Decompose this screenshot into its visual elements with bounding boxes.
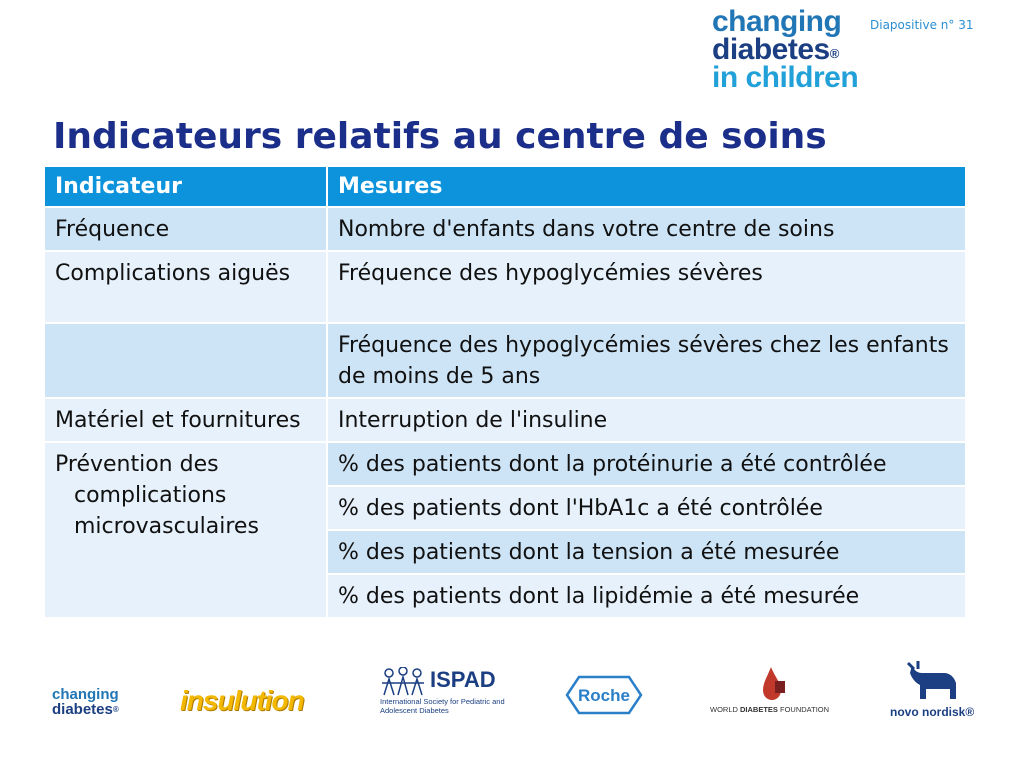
measure-cell: % des patients dont la lipidémie a été mesurée	[327, 574, 966, 617]
ispad-figures-icon	[380, 667, 426, 697]
column-header-measures: Mesures	[327, 167, 966, 207]
brand-line-2: diabetes®	[712, 33, 839, 66]
page-title: Indicateurs relatifs au centre de soins	[53, 116, 827, 157]
indicator-cell: Complications aiguës	[45, 251, 327, 323]
svg-text:Roche: Roche	[578, 686, 630, 705]
brand-line-3: in children	[712, 61, 859, 94]
table-row	[45, 251, 966, 323]
ispad-logo: ISPAD International Society for Pediatric and Adolescent Diabetes	[380, 667, 505, 715]
measure-cell: Fréquence des hypoglycémies sévères	[327, 251, 966, 323]
indicator-cell: Matériel et fournitures	[45, 398, 327, 442]
changing-diabetes-small-logo: changing diabetes®	[52, 686, 119, 718]
indicator-table	[45, 167, 967, 617]
world-diabetes-foundation-logo: WORLD DIABETES FOUNDATION	[710, 663, 840, 723]
partner-logos	[0, 655, 1024, 735]
measure-cell: % des patients dont l'HbA1c a été contrôlée	[327, 486, 966, 530]
indicator-cell: Fréquence	[45, 207, 327, 251]
roche-logo	[565, 675, 643, 719]
indicator-cell	[45, 323, 327, 398]
measure-cell: Interruption de l'insuline	[327, 398, 966, 442]
table-row	[45, 323, 966, 398]
column-header-indicator: Indicateur	[45, 167, 327, 207]
slide-number: Diapositive n° 31	[870, 18, 974, 32]
table-row	[45, 207, 966, 251]
measure-cell: % des patients dont la protéinurie a été contrôlée	[327, 442, 966, 486]
brand-line-1: changing	[712, 5, 842, 38]
drop-icon	[755, 663, 795, 703]
insulution-logo: insulution	[180, 685, 304, 716]
table-row	[45, 442, 966, 486]
measure-cell: % des patients dont la tension a été mesurée	[327, 530, 966, 574]
measure-cell: Nombre d'enfants dans votre centre de soins	[327, 207, 966, 251]
table-row	[45, 398, 966, 442]
indicator-cell: Prévention des complications microvasculaires	[45, 442, 327, 617]
apis-bull-icon	[904, 659, 964, 703]
novo-nordisk-logo: novo nordisk®	[888, 659, 978, 729]
changing-diabetes-logo	[712, 5, 859, 94]
table-header-row	[45, 167, 966, 207]
measure-cell: Fréquence des hypoglycémies sévères chez les enfants de moins de 5 ans	[327, 323, 966, 398]
